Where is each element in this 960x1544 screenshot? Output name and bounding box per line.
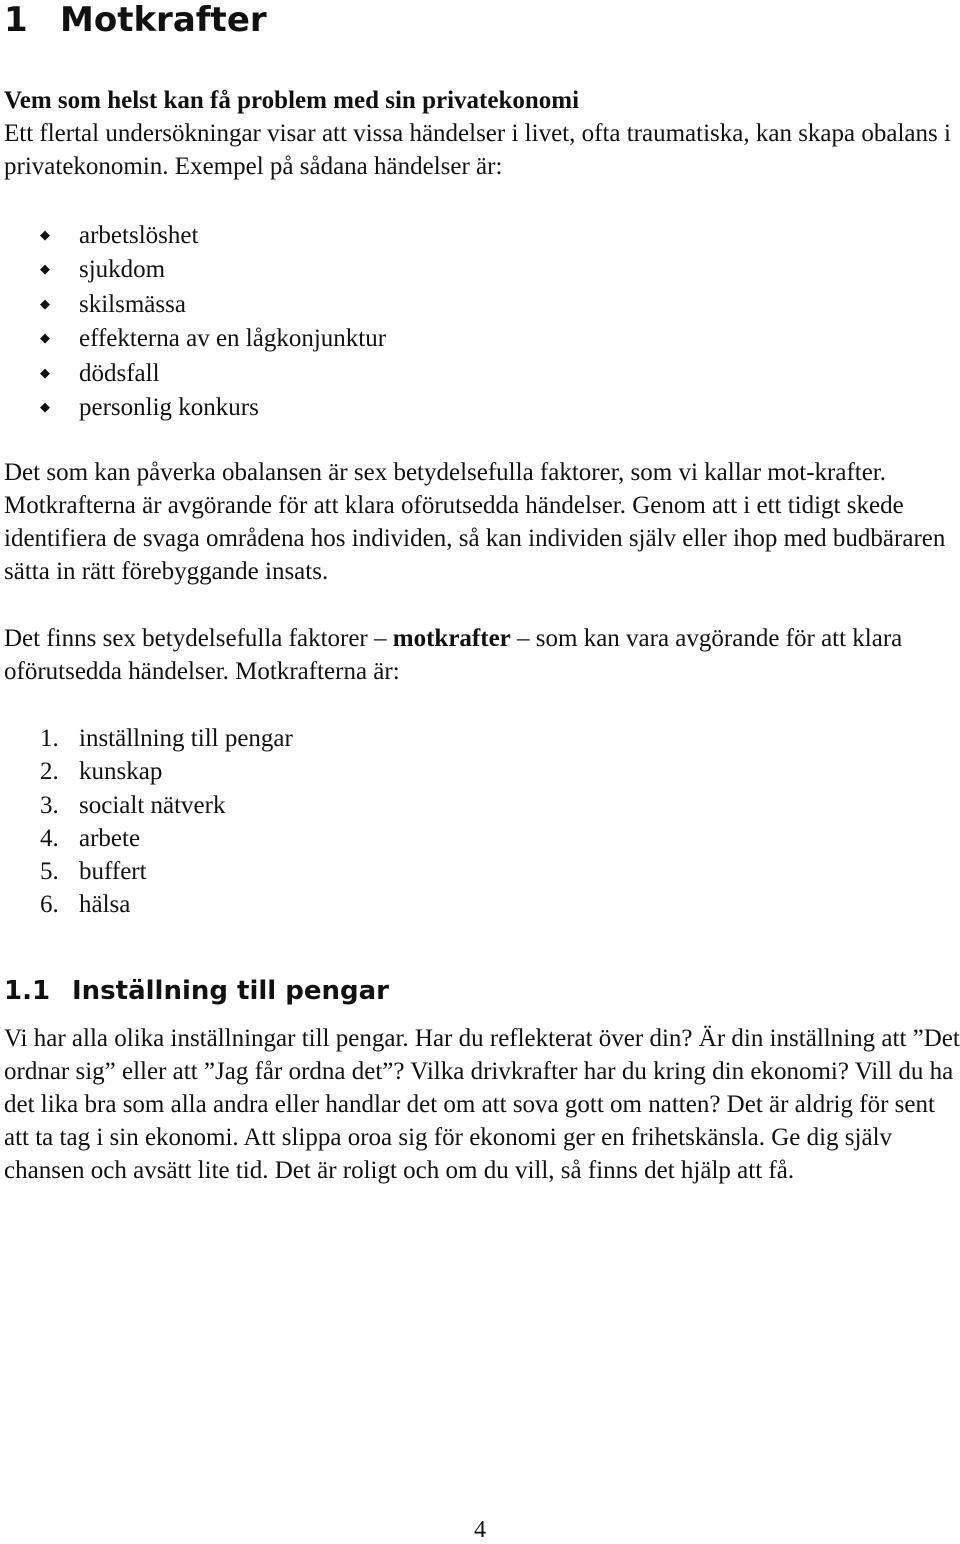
list-item-text: socialt nätverk — [79, 791, 226, 819]
list-item-text: skilsmässa — [79, 290, 186, 318]
section-title: Inställning till pengar — [72, 976, 390, 1006]
list-number: 3. — [40, 791, 59, 819]
diamond-bullet-icon: ◆ — [40, 228, 50, 243]
section-body — [4, 1022, 960, 1187]
list-item — [4, 722, 293, 755]
paragraph-text: Det som kan påverka obalansen är sex betydelsefulla faktorer, som vi kallar mot-krafter. Motkrafterna är avgörande för att klara oförutsedda händelser. Genom att i ett tidigt skede identifiera de svaga områdena hos individen, så kan individen själv eller ihop med budbäraren sätta in rätt förebyggande insats. — [4, 459, 946, 585]
list-item-text: inställning till pengar — [79, 725, 293, 752]
diamond-bullet-icon: ◆ — [40, 400, 50, 416]
section-heading — [4, 974, 389, 1008]
diamond-bullet-icon: ◆ — [40, 296, 50, 312]
events-list — [4, 219, 386, 425]
list-item — [4, 322, 386, 356]
list-item — [4, 855, 293, 888]
list-item — [4, 789, 293, 822]
list-item-text: effekterna av en lågkonjunktur — [79, 325, 387, 353]
list-item — [4, 888, 293, 921]
factors-list — [4, 722, 293, 922]
list-item-text: kunskap — [79, 758, 163, 786]
keyword-motkrafter: motkrafter — [392, 625, 511, 652]
page-number: 4 — [474, 1517, 486, 1543]
list-number: 2. — [40, 758, 59, 786]
intro-block — [4, 84, 960, 183]
list-item — [4, 253, 386, 287]
diamond-bullet-icon: ◆ — [40, 365, 50, 381]
paragraph-text-before: Det finns sex betydelsefulla faktorer – — [4, 625, 393, 652]
paragraph-text-after: – som kan vara avgörande för att klara oförutsedda händelser. Motkrafterna är: — [4, 625, 903, 685]
list-item — [4, 357, 386, 391]
list-item — [4, 288, 386, 322]
list-item-text: arbetslöshet — [79, 222, 199, 249]
list-item — [4, 822, 293, 855]
list-number: 5. — [40, 858, 59, 886]
section-text: Vi har alla olika inställningar till pengar. Har du reflekterat över din? Är din inställning att ”Det ordnar sig” eller att ”Jag får ordna det”? Vilka drivkrafter har du kring din ekonomi? Vill du ha det lika bra som alla andra eller handlar det om att sova gott om natten? Det är aldrig för sent att ta tag i sin ekonomi. Att slippa oroa sig för ekonomi ger en frihetskänsla. Ge dig själv chansen och avsätt lite tid. Det är roligt och om du vill, så finns det hjälp att få. — [4, 1025, 960, 1184]
paragraph-factors-intro — [4, 622, 960, 688]
list-item-text: sjukdom — [79, 256, 166, 284]
chapter-heading — [4, 0, 267, 40]
list-number: 6. — [40, 891, 59, 919]
chapter-title: Motkrafter — [60, 0, 267, 40]
list-item-text: hälsa — [79, 891, 131, 919]
list-number: 1. — [40, 725, 59, 752]
list-item-text: dödsfall — [79, 359, 160, 387]
intro-text: Ett flertal undersökningar visar att vissa händelser i livet, ofta traumatiska, kan skapa obalans i privatekonomin. Exempel på sådana händelser är: — [4, 120, 951, 180]
list-item-text: arbete — [79, 824, 141, 852]
diamond-bullet-icon: ◆ — [40, 262, 50, 278]
list-item-text: personlig konkurs — [79, 394, 259, 422]
chapter-number: 1 — [4, 0, 28, 40]
paragraph-motkrafter-intro — [4, 456, 960, 588]
intro-lead: Vem som helst kan få problem med sin privatekonomi — [4, 87, 580, 114]
section-number: 1.1 — [4, 976, 51, 1006]
list-item — [4, 391, 386, 425]
list-item-text: buffert — [79, 858, 147, 886]
list-item — [4, 219, 386, 253]
diamond-bullet-icon: ◆ — [40, 331, 50, 347]
list-item — [4, 755, 293, 788]
list-number: 4. — [40, 824, 59, 852]
